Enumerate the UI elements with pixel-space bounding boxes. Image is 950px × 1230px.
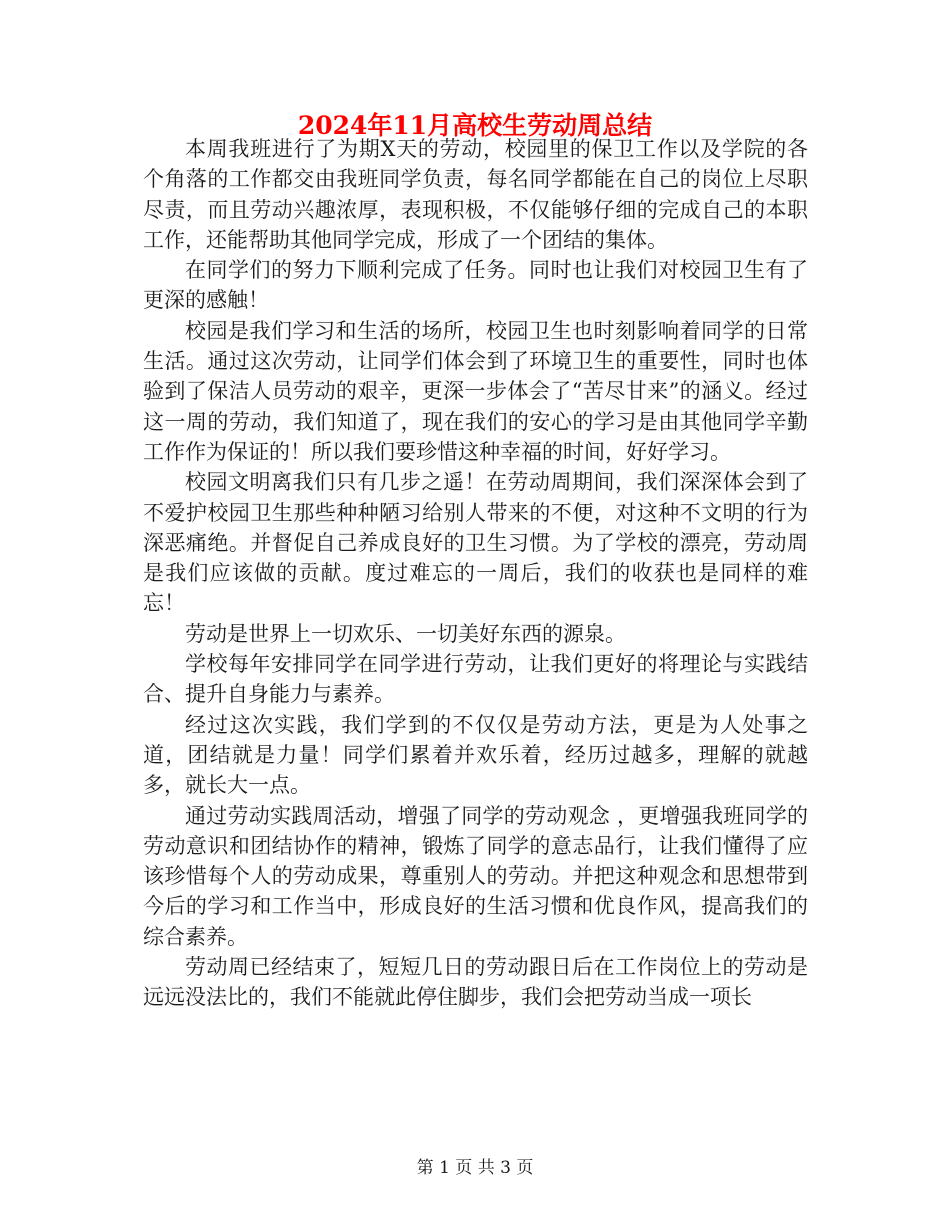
paragraph: 劳动是世界上一切欢乐、一切美好东西的源泉。 (185, 621, 626, 646)
document-title: 2024年11月高校生劳动周总结 (297, 111, 653, 140)
paragraph: 劳动周已经结束了，短短几日的劳动跟日后在工作岗位上的劳动是远远没法比的，我们不能就此停住脚步，我们会把劳动当成一项长 (143, 955, 808, 1010)
page-number-footer: 第 1 页 共 3 页 (416, 1158, 534, 1178)
paragraph: 校园文明离我们只有几步之遥！在劳动周期间，我们深深体会到了不爱护校园卫生那些种种陋习给别人带来的不便，对这种不文明的行为深恶痛绝。并督促自己养成良好的卫生习惯。为了学校的漂亮，劳动周是我们应该做的贡献。度过难忘的一周后，我们的收获也是同样的难忘！ (143, 470, 808, 616)
paragraph: 校园是我们学习和生活的场所，校园卫生也时刻影响着同学的日常生活。通过这次劳动，让同学们体会到了环境卫生的重要性，同时也体验到了保洁人员劳动的艰辛，更深一步体会了“苦尽甘来”的涵义。经过这一周的劳动，我们知道了，现在我们的安心的学习是由其他同学辛勤工作作为保证的！所以我们要珍惜这种幸福的时间，好好学习。 (143, 318, 808, 464)
document-body (143, 134, 808, 1013)
paragraph: 通过劳动实践周活动，增强了同学的劳动观念 ，更增强我班同学的劳动意识和团结协作的精神，锻炼了同学的意志品行，让我们懂得了应该珍惜每个人的劳动成果，尊重别人的劳动。并把这种观念和思想带到今后的学习和工作当中，形成良好的生活习惯和优良作风，提高我们的综合素养。 (143, 803, 808, 949)
paragraph: 本周我班进行了为期X天的劳动，校园里的保卫工作以及学院的各个角落的工作都交由我班同学负责，每名同学都能在自己的岗位上尽职尽责，而且劳动兴趣浓厚，表现积极，不仅能够仔细的完成自己的本职工作，还能帮助其他同学完成，形成了一个团结的集体。 (143, 137, 808, 252)
paragraph: 在同学们的努力下顺利完成了任务。同时也让我们对校园卫生有了更深的感触！ (143, 258, 808, 313)
paragraph: 经过这次实践，我们学到的不仅仅是劳动方法，更是为人处事之道，团结就是力量！同学们累着并欢乐着，经历过越多，理解的就越多，就长大一点。 (143, 712, 808, 798)
paragraph: 学校每年安排同学在同学进行劳动，让我们更好的将理论与实践结合、提升自身能力与素养。 (143, 652, 808, 707)
